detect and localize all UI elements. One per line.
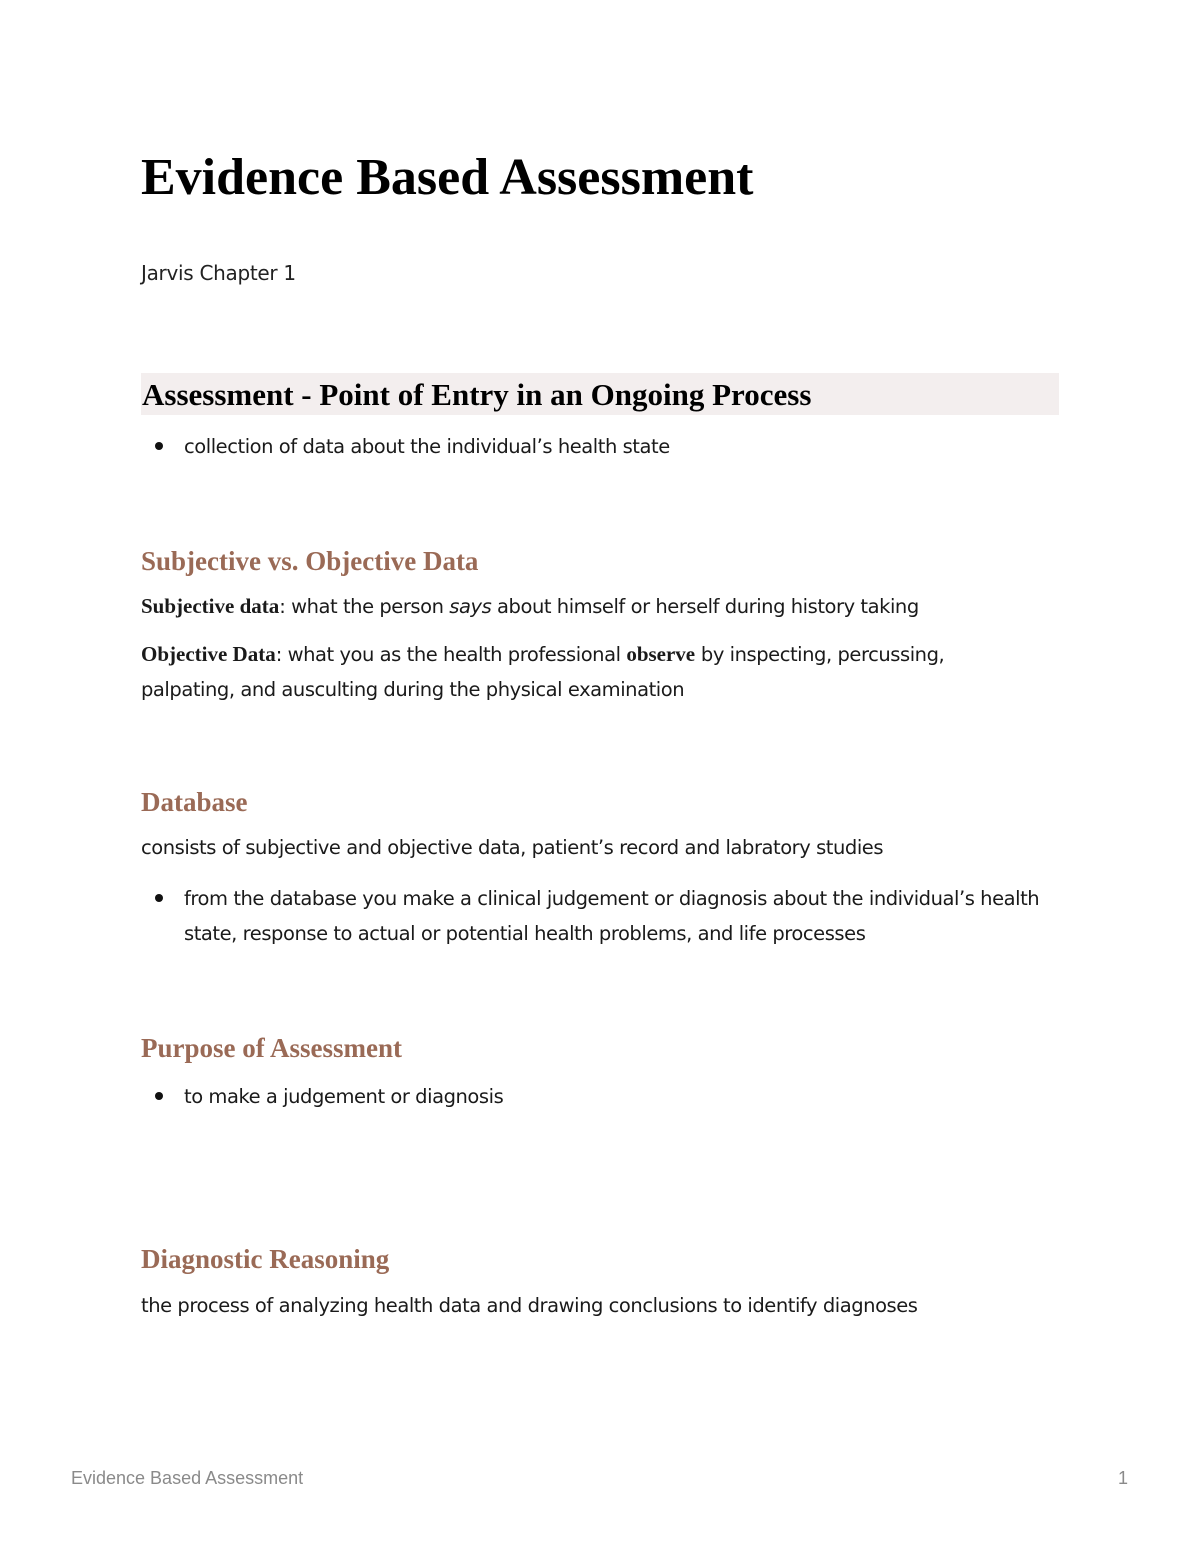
subheading-diagnostic-reasoning: Diagnostic Reasoning [141,1244,390,1274]
list-item-text: to make a judgement or diagnosis [184,1085,504,1108]
objective-term: Objective Data [141,642,276,666]
definition-text: about himself or herself during history taking [491,595,919,618]
objective-definition [141,637,1001,707]
definition-text: what the person [291,595,450,618]
bullet-icon [155,894,163,902]
definition-text: what you as the health professional [287,643,627,666]
list-item [141,1079,1061,1114]
document-title: Evidence Based Assessment [141,149,754,206]
database-description: consists of subjective and objective data, patient’s record and labratory studies [141,836,884,859]
section-heading-assessment: Assessment - Point of Entry in an Ongoing Process [142,377,812,412]
list-item [141,881,1051,951]
assessment-bullet-list [141,429,1061,464]
emphasis-text: observe [626,642,696,666]
definition-text: by inspecting, percussing, palpating, and ausculting during the physical examination [141,643,945,701]
subheading-purpose: Purpose of Assessment [141,1033,402,1063]
section-banner [141,373,1059,415]
list-item-text: collection of data about the individual’s health state [184,435,670,458]
subheading-database: Database [141,787,248,817]
purpose-bullet-list [141,1079,1061,1114]
document-subtitle: Jarvis Chapter 1 [141,261,296,285]
term-separator: : [279,595,292,618]
database-bullet-list [141,881,1051,951]
subjective-term: Subjective data [141,594,280,618]
subjective-definition [141,589,1021,624]
subheading-subjective-objective: Subjective vs. Objective Data [141,546,479,576]
emphasis-text: says [449,595,492,618]
diagnostic-description: the process of analyzing health data and drawing conclusions to identify diagnoses [141,1294,918,1317]
list-item [141,429,1061,464]
term-separator: : [275,643,288,666]
list-item-text: from the database you make a clinical judgement or diagnosis about the individual’s health state, response to actual or potential health problems, and life processes [184,887,1040,945]
footer-title: Evidence Based Assessment [71,1468,304,1488]
bullet-icon [155,442,163,450]
bullet-icon [155,1092,163,1100]
page-number: 1 [1118,1468,1129,1488]
